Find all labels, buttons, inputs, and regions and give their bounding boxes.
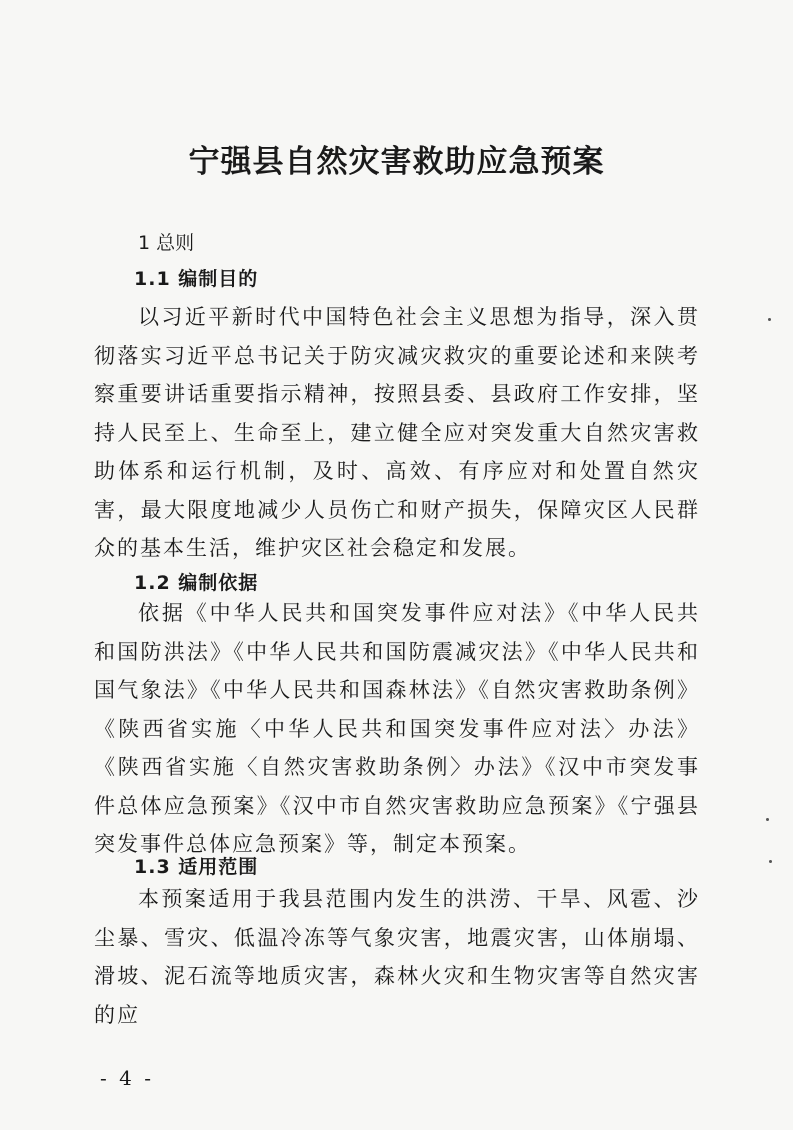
section-1-3-heading: 1.3 适用范围	[134, 856, 259, 878]
scan-speck	[769, 860, 772, 863]
scan-speck	[768, 318, 771, 321]
document-title: 宁强县自然灾害救助应急预案	[188, 144, 605, 180]
scan-speck	[766, 818, 769, 821]
page-number: - 4 -	[100, 1066, 154, 1090]
section-1-1-heading: 1.1 编制目的	[134, 268, 259, 290]
section-1-1-body: 以习近平新时代中国特色社会主义思想为指导，深入贯彻落实习近平总书记关于防灾减灾救灾的重要论述和来陕考察重要讲话重要指示精神，按照县委、县政府工作安排，坚持人民至上、生命至上，建立健全应对突发重大自然灾害救助体系和运行机制，及时、高效、有序应对和处置自然灾害，最大限度地减少人员伤亡和财产损失，保障灾区人民群众的基本生活，维护灾区社会稳定和发展。	[94, 305, 700, 560]
section-1-2-heading: 1.2 编制依据	[134, 572, 259, 594]
section-1-2-body: 依据《中华人民共和国突发事件应对法》《中华人民共和国防洪法》《中华人民共和国防震减灾法》《中华人民共和国气象法》《中华人民共和国森林法》《自然灾害救助条例》《陕西省实施〈中华人民共和国突发事件应对法〉办法》《陕西省实施〈自然灾害救助条例〉办法》《汉中市突发事件总体应急预案》《汉中市自然灾害救助应急预案》《宁强县突发事件总体应急预案》等，制定本预案。	[94, 601, 700, 856]
section-1-heading: 1 总则	[138, 232, 195, 254]
section-1-3-body: 本预案适用于我县范围内发生的洪涝、干旱、风雹、沙尘暴、雪灾、低温冷冻等气象灾害，地震灾害，山体崩塌、滑坡、泥石流等地质灾害，森林火灾和生物灾害等自然灾害的应	[94, 887, 700, 1027]
